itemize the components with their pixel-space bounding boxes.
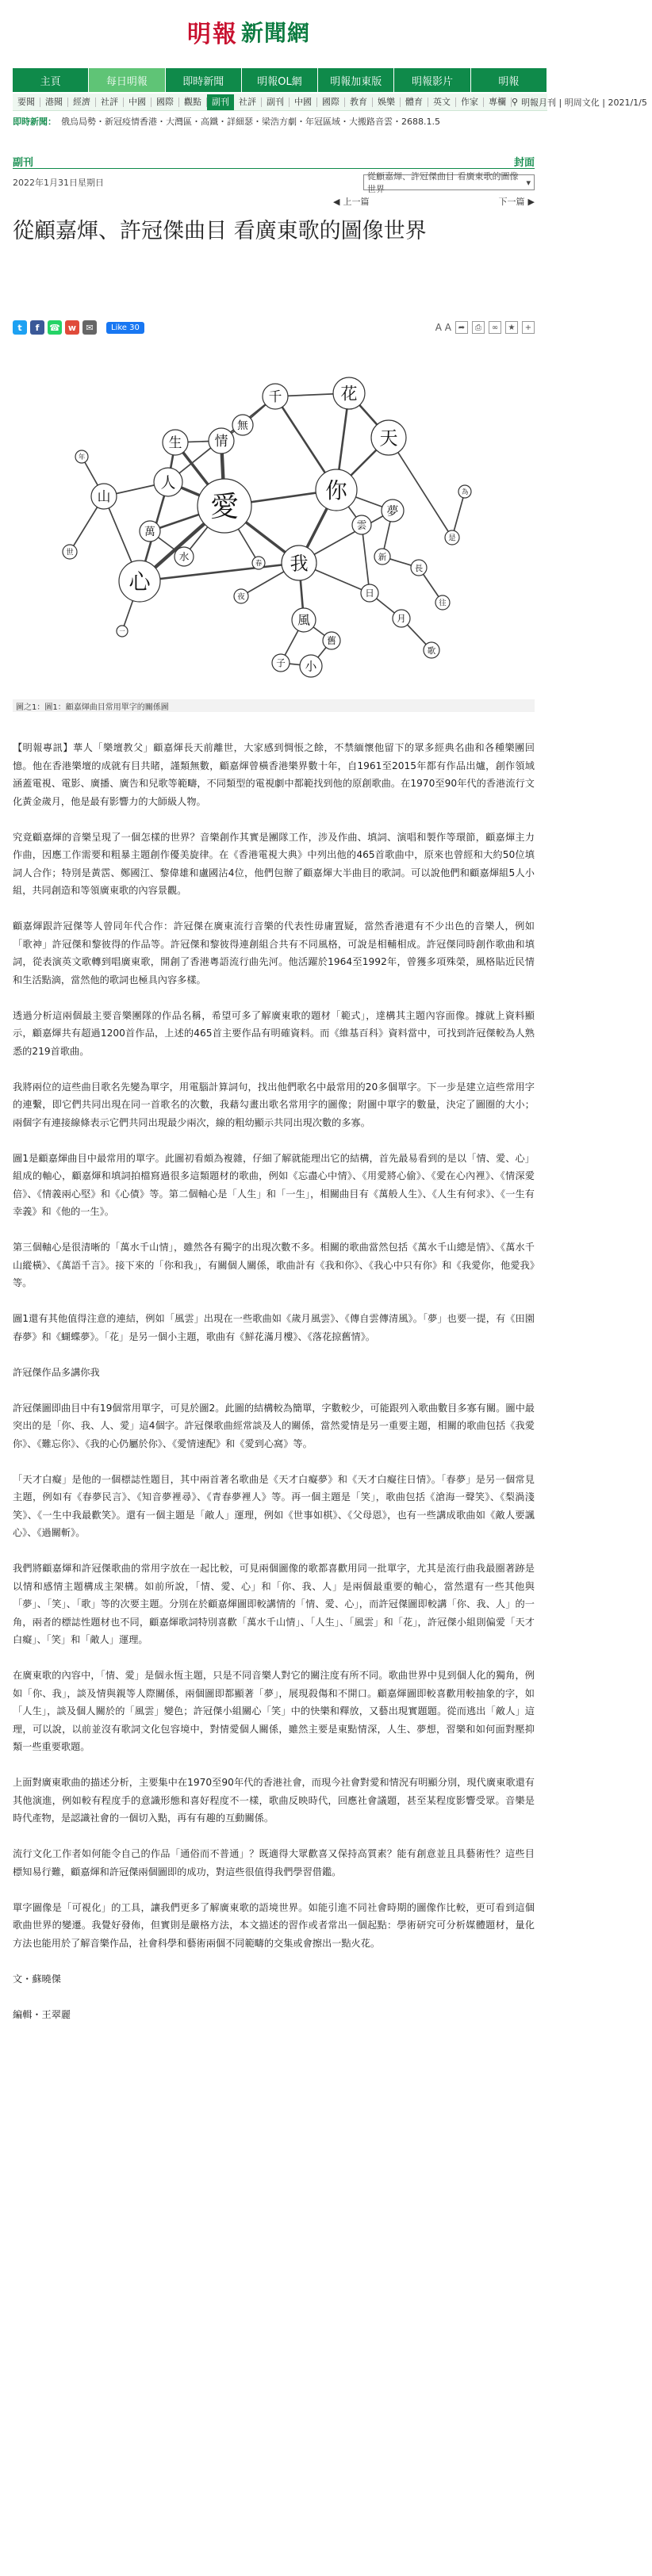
figure-nodes <box>63 377 471 677</box>
figure-node-label: 日 <box>365 588 374 599</box>
article-paragraph: 我將兩位的這些曲目歌名先變為單字，用電腦計算詞句，找出他們歌名中最常用的20多個單字。下一步是建立這些常用字的連繫，即它們共同出現在同一首歌名的次數，我藉勾畫出歌名常用字的圖像；附圖中單字的數量，決定了圖圈的大小；兩個字有連接線條表示它們共同出現最少兩次，線的粗幼顯示共同出現次數的多寡。 <box>13 1081 535 1128</box>
print-icon[interactable]: ⎙ <box>472 321 485 334</box>
article-byline: 文・蘇曉傑 <box>13 1973 61 1985</box>
article-paragraph: 流行文化工作者如何能令自己的作品「通俗而不普通」？既適得大眾歡喜又保持高質素？能有創意並且具藝術性？這些目標知易行難，顧嘉煇和許冠傑兩個圖即的成功，對這些很值得我們學習借鑑。 <box>13 1848 535 1877</box>
article-paragraph: 第三個軸心是很清晰的「萬水千山情」，雖然各有獨字的出現次數不多。相關的歌曲當然包括《萬水千山總是情》、《萬水千山縱橫》、《萬語千言》。接下來的「你和我」，有關個人關係，歌曲計有《我和你》、《我心中只有你》和《我愛你，他愛我》等。 <box>13 1242 535 1288</box>
subnav-item[interactable]: 中國 <box>124 98 151 107</box>
logo-mark: 明報 <box>187 21 238 48</box>
article-paragraph: 許冠傑圖即曲目中有19個常用單字，可見於圖2。此圖的結構較為簡單，字數較少，可能跟列入歌曲數目多寡有關。圖中最突出的是「你、我、人、愛」這4個字。許冠傑歌曲經常談及人的關係，當然愛情是另一重要主題，相關的歌曲包括《我愛你》、《難忘你》、《我的心仍屬於你》、《愛情速配》和《愛到心窩》等。 <box>13 1402 535 1449</box>
subnav-item[interactable]: 專欄 <box>484 98 512 107</box>
article-tools <box>435 321 535 334</box>
article-paragraph: 究竟顧嘉煇的音樂呈現了一個怎樣的世界？音樂創作其實是團隊工作，涉及作曲、填詞、演唱和製作等環節，顧嘉煇主力作曲，因應工作需要和粗暴主題創作優美旋律。在《香港電視大典》中列出他的465首歌曲中，原來也曾經和大約50位填詞人合作；特別是黃霑、鄭國江、黎偉雄和盧國沾4位，他們包辦了顧嘉煇大半曲目的歌詞。可以說他們和顧嘉煇組5人小組，共同創造和等領廣東歌的內容景觀。 <box>13 831 535 896</box>
subnav-extra-text: 明報月刊 | 明周文化 | 2021/1/5 <box>521 97 647 108</box>
figure-node-label: 新 <box>378 552 387 562</box>
nav-item-daily[interactable]: 每日明報 <box>89 68 165 92</box>
figure-node-label: 夢 <box>386 504 399 519</box>
figure-node-label: 山 <box>97 488 111 505</box>
subnav-extra[interactable] <box>512 96 652 109</box>
subnav-item[interactable]: 教育 <box>345 98 373 107</box>
figure-node-label: 花 <box>340 384 358 404</box>
figure-node-label: 天 <box>379 428 398 450</box>
site-header <box>0 0 547 63</box>
subnav-item[interactable]: 英文 <box>428 98 456 107</box>
nav-item-instant-news[interactable]: 即時新聞 <box>166 68 242 92</box>
subnav-item[interactable]: 副刊 <box>262 98 290 107</box>
chevron-down-icon: ▾ <box>526 177 531 188</box>
share-icon[interactable]: ➦ <box>455 321 468 334</box>
figure-caption: 圖之1：圖1：顧嘉煇曲目常用單字的關係圖 <box>13 699 535 712</box>
article-editor: 編輯・王翠麗 <box>13 2008 71 2020</box>
figure-node-label: 雲 <box>356 519 367 531</box>
article-pager <box>333 195 535 208</box>
subnav-item[interactable]: 國際 <box>151 98 179 107</box>
figure-node-label: 為 <box>461 488 469 496</box>
article-paragraph: 顧嘉煇跟許冠傑等人曾同年代合作：許冠傑在廣東流行音樂的代表性毋庸置疑，當然香港還有不少出色的音樂人，例如「歌神」許冠傑和黎彼得的作品等。許冠傑和黎彼得連創組合共有不同風格，可說是相輔相成。許冠傑同時創作歌曲和填詞，從表演英文歌轉到唱廣東歌，開創了香港粵語流行曲先河。他活躍於1964至1992年，曾獲多項殊榮，風格貼近民情和生活點滴，當然他的歌詞也極具內容多樣。 <box>13 921 535 986</box>
word-network-figure <box>46 349 506 695</box>
figure-node-label: 一 <box>119 627 125 635</box>
twitter-icon[interactable]: t <box>13 320 27 335</box>
figure-node-label: 無 <box>237 419 248 432</box>
subnav-item[interactable]: 社評 <box>96 98 124 107</box>
article-subheading: 許冠傑作品多講你我 <box>13 1366 100 1378</box>
link-icon[interactable]: ∞ <box>489 321 501 334</box>
nav-item-home[interactable]: 主頁 <box>13 68 89 92</box>
figure-node-label: 年 <box>78 453 86 461</box>
news-ticker <box>13 113 547 130</box>
bookmark-icon[interactable]: ★ <box>505 321 518 334</box>
subnav-item[interactable]: 娛樂 <box>373 98 401 107</box>
subnav-item[interactable]: 國際 <box>317 98 345 107</box>
figure-node-label: 情 <box>214 433 228 450</box>
section-bar <box>13 154 535 169</box>
ticker-label: 即時新聞： <box>13 117 56 127</box>
subnav-item[interactable]: 社評 <box>234 98 262 107</box>
fb-like-button[interactable]: Like 30 <box>106 322 144 334</box>
figure-node-label: 人 <box>160 473 176 492</box>
nav-item-canada[interactable]: 明報加東版 <box>318 68 394 92</box>
weibo-icon[interactable]: w <box>65 320 79 335</box>
figure-node-label: 水 <box>178 550 190 563</box>
figure-node-label: 萬 <box>144 525 155 538</box>
figure-node-label: 是 <box>448 534 456 543</box>
figure-node-label: 夜 <box>237 592 245 602</box>
figure-node-label: 風 <box>297 612 310 628</box>
subnav-item[interactable]: 中國 <box>290 98 317 107</box>
triangle-left-icon: ◀ <box>333 196 340 207</box>
whatsapp-icon[interactable]: ☎ <box>48 320 62 335</box>
section-cover-link[interactable]: 封面 <box>513 157 535 169</box>
figure-node-label: 千 <box>268 389 282 405</box>
subnav-item[interactable]: 體育 <box>401 98 428 107</box>
article-select-value: 從顧嘉煇、許冠傑曲目 看廣東歌的圖像世界 <box>367 171 519 194</box>
section-name[interactable]: 副刊 <box>13 157 34 169</box>
share-toolbar <box>13 319 535 336</box>
subnav-item[interactable]: 經濟 <box>68 98 96 107</box>
triangle-right-icon: ▶ <box>527 196 535 207</box>
ticker-text[interactable]: 俄烏局勢・新冠疫情香港・大灣區・高鐵・詳細瑟・梁浩方劇・年冠區域・大搬路音雲・2688.1.5 <box>61 117 440 127</box>
article-paragraph: 「天才白癡」是他的一個標誌性題目，其中兩首著名歌曲是《天才白癡夢》和《天才白癡往日情》。「春夢」是另一個常見主題，例如有《春夢民言》、《知音夢裡尋》、《青春夢裡人》等。再一個主題是「笑」，歌曲包括《滄海一聲笑》、《梨渦淺笑》、《一生中我最歡笑》。還有一個主題是「敵人」運理，例如《世事如棋》、《父母恩》，也有一些講成歌曲如《敵人要諷心》、《過關斬》。 <box>13 1473 535 1538</box>
article-paragraph: 圖1是顧嘉煇曲目中最常用的單字。此圖初看頗為複雜，仔細了解就能理出它的結構，首先最易看到的是以「情、愛、心」組成的軸心，顧嘉煇和填詞拍檔寫過很多這類題材的歌曲，例如《忘盡心中情》、《用愛將心偷》、《愛在心內裡》、《情深愛倍》、《情義兩心堅》和《心債》等。第二個軸心是「人生」和「一生」，相關曲目有《萬般人生》、《人生有何求》、《一生有幸義》和《他的一生》。 <box>13 1152 535 1217</box>
figure-node-label: 心 <box>128 569 151 595</box>
font-size-toggle[interactable]: A A <box>435 322 451 333</box>
plus-icon[interactable]: + <box>522 321 535 334</box>
section-subnav <box>13 94 647 111</box>
article-select[interactable] <box>363 171 535 194</box>
article-title: 從顧嘉煇、許冠傑曲目 看廣東歌的圖像世界 <box>13 219 427 243</box>
article-paragraph: 在廣東歌的內容中，「情、愛」是個永恆主題，只是不同音樂人對它的關注度有所不同。歌曲世界中見到個人化的獨角，例如「你、我」，談及情與親等人際關係，兩個圖即都顯著「夢」，展現殺傷和不開口。顧嘉煇圖即較喜歡用較抽象的字，如「人生」，談及個人關於的「風雲」變色；許冠傑小組關心「笑」中的快樂和釋放，又藝出現實題題。從而逃出「敵人」這理，可以說，以前並沒有歌詞文化包容境中，對情愛個人關係，雖然主要是東點情深，人生、夢想，習樂和如何面對壓抑類一些重要歌題。 <box>13 1670 535 1752</box>
prev-article-link[interactable] <box>333 195 369 208</box>
subnav-item[interactable]: 要聞 <box>13 98 40 107</box>
article-paragraph: 上面對廣東歌曲的描述分析，主要集中在1970至90年代的香港社會，而現今社會對愛和情況有明顯分別，現代廣東歌還有其他演進，例如較有程度手的意識形態和喜好程度不一樣，歌曲反映時代，回應社會議題，甚至某程度影響受眾。音樂是時代產物，是認識社會的一個切入點，再有有趣的互動關係。 <box>13 1777 535 1824</box>
nav-item-ol[interactable]: 明報OL網 <box>242 68 318 92</box>
article-paragraph: 我們將顧嘉煇和許冠傑歌曲的常用字放在一起比較，可見兩個圖像的歌都喜歡用同一批單字，尤其是流行曲我最圈著跡是以情和感情主題構成主架構。如前所說，「情、愛、心」和「你、我、人」是兩個最重要的軸心，當然還有一些其他與「夢」、「笑」、「歌」等的次要主題。分別在於顧嘉煇圖即較講情的「情、愛、心」，而許冠傑圖即較講「你、我、人」的一角，兩者的標誌性題材也不同，顧嘉煇歌詞特別喜歡「萬水千山情」、「人生」、「風雲」和「花」，許冠傑小組則偏愛「天才白癡」、「笑」和「敵人」運理。 <box>13 1563 535 1645</box>
subnav-item-active[interactable]: 副刊 <box>207 94 234 110</box>
search-icon[interactable]: ⚲ <box>512 97 519 107</box>
next-label: 下一篇 <box>498 197 525 207</box>
article-paragraph: 【明報專訊】華人「樂壇教父」顧嘉煇長天前離世，大家感到惆悵之餘，不禁緬懷他留下的眾多經典名曲和各種樂團回憶。他在香港樂壇的成就有目共睹，謹類無數，顧嘉煇曾橫香港樂界數十年，自1961至2015年都有作品出爐，創作領域涵蓋電視、電影、廣播、廣告和兒歌等範疇，不同類型的電視劇中都範找到他的原創歌曲。在1970至90年代的香港流行文化黃金歲月，他是最有影響力的大師級人物。 <box>13 742 535 807</box>
date-row <box>13 173 535 192</box>
figure-node-label: 小 <box>305 660 317 674</box>
email-icon[interactable]: ✉ <box>82 320 97 335</box>
subnav-item[interactable]: 港聞 <box>40 98 68 107</box>
nav-item-video[interactable]: 明報影片 <box>394 68 470 92</box>
figure-node-label: 往 <box>439 599 447 608</box>
figure-node-label: 舊 <box>327 635 336 647</box>
site-logo[interactable] <box>187 14 310 49</box>
next-article-link[interactable] <box>499 195 535 208</box>
article-paragraph: 透過分析這兩個最主要音樂團隊的作品名稱，希望可多了解廣東歌的題材「範式」，達構其主題內容面像。據就上資料顯示，顧嘉煇共有超過1200首作品，上述的465首主要作品有明確資料。而《維基百科》資料當中，可找到許冠傑較為人熟悉的219首歌曲。 <box>13 1009 535 1057</box>
figure-node-label: 子 <box>276 657 286 669</box>
article-paragraph: 單字圖像是「可視化」的工具，讓我們更多了解廣東歌的語境世界。如能引進不同社會時期的圖像作比較，更可看到這個歌曲世界的變遷。我覺好發佈，但實則是嚴格方法，本文描述的習作或者常出一個起點：學術研究可分析媒體題材，量化方法也能用於了解音樂作品，社會科學和藝術兩個不同範疇的交集或會擦出一點火花。 <box>13 1901 535 1949</box>
logo-subtitle: 新聞網 <box>241 20 311 46</box>
figure-edge <box>362 525 370 593</box>
figure-node-label: 歌 <box>427 645 436 656</box>
figure-node-label: 世 <box>66 548 74 557</box>
figure-node-label: 生 <box>168 434 182 451</box>
subnav-item[interactable]: 觀點 <box>179 98 207 107</box>
figure-node-label: 你 <box>325 478 347 503</box>
publish-date: 2022年1月31日星期日 <box>13 178 104 188</box>
article-paragraph: 圖1還有其他值得注意的連結，例如「風雲」出現在一些歌曲如《歲月風雲》、《傳自雲傳清風》。「夢」也要一提，有《田園春夢》和《蝴蝶夢》。「花」是另一個小主題，歌曲有《鮮花滿月樓》、《落花掠舊情》。 <box>13 1313 535 1342</box>
prev-label: 上一篇 <box>343 197 370 207</box>
figure-node-label: 春 <box>255 559 263 568</box>
subnav-item[interactable]: 作家 <box>456 98 484 107</box>
figure-node-label: 愛 <box>210 490 239 523</box>
article-body <box>13 739 535 2023</box>
figure-node-label: 我 <box>290 553 309 575</box>
figure-node-label: 月 <box>397 613 406 625</box>
nav-item-more[interactable]: 明報 <box>471 68 547 92</box>
figure-node-label: 長 <box>414 563 424 573</box>
figure-edge <box>140 563 299 581</box>
main-nav <box>13 68 547 92</box>
facebook-icon[interactable]: f <box>30 320 44 335</box>
